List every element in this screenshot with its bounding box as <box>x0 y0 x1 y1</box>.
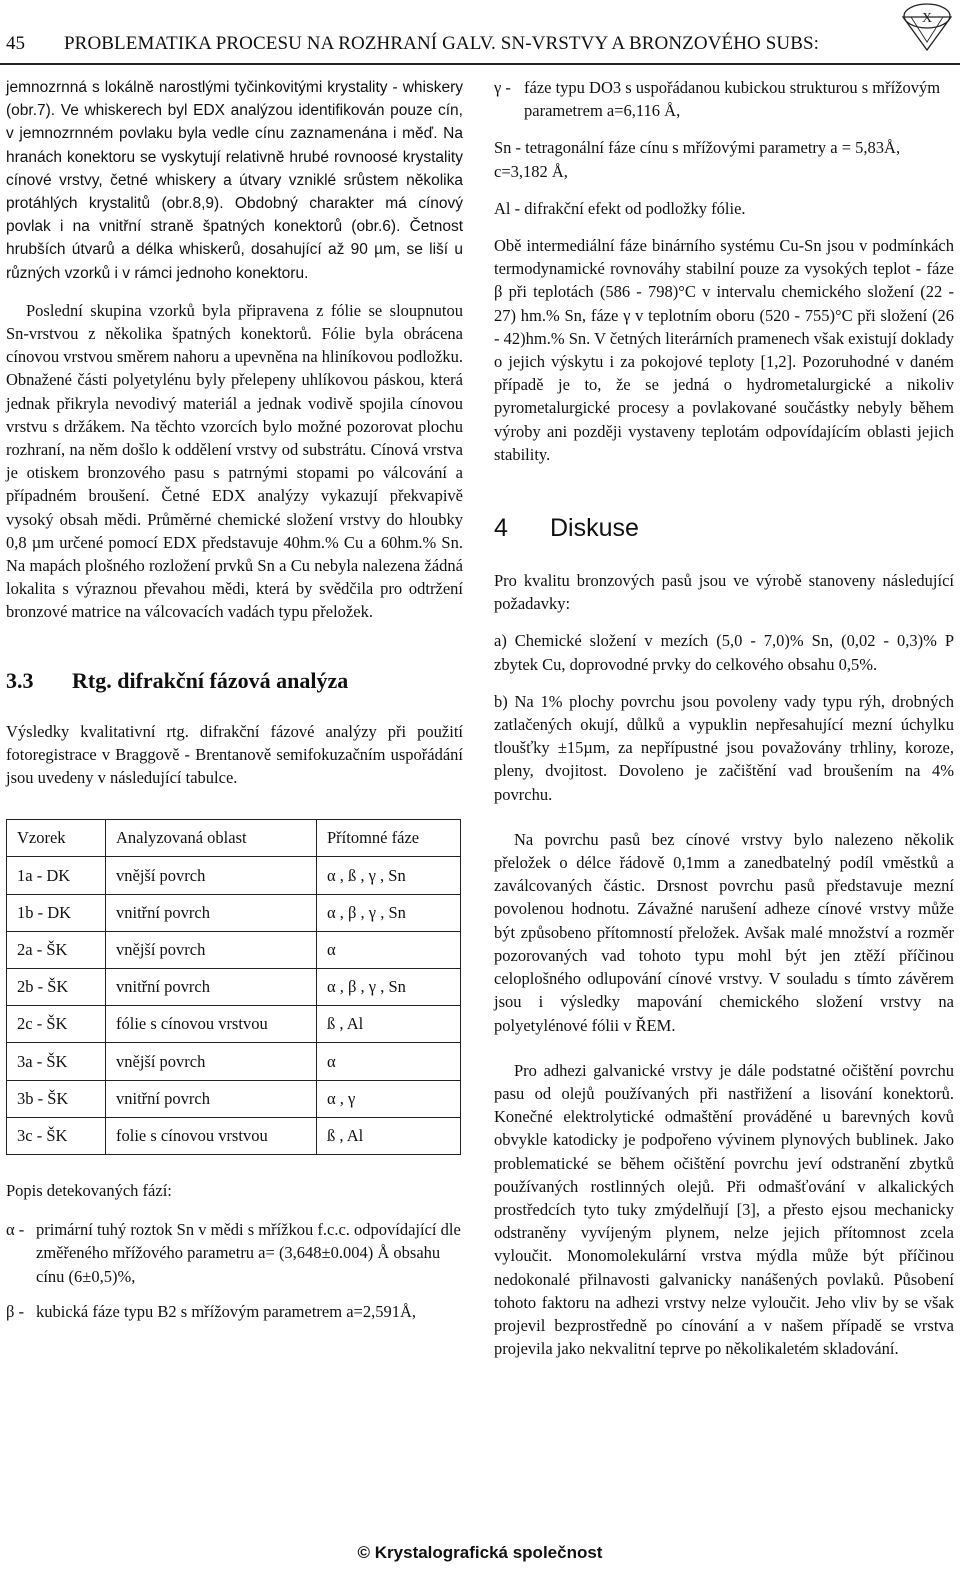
table-row <box>7 1080 461 1117</box>
table-cell: 1a - DK <box>7 857 106 894</box>
section-number: 4 <box>494 514 508 543</box>
table-cell: vnější povrch <box>106 931 317 968</box>
table-header: Analyzovaná oblast <box>106 820 317 857</box>
section-title: Diskuse <box>550 514 639 543</box>
requirement-a: a) Chemické složení v mezích (5,0 - 7,0)% Sn, (0,02 - 0,3)% P zbytek Cu, doprovodné prvky do celkového obsahu 0,5%. <box>494 631 954 674</box>
paragraph-adhesion: Pro adhezi galvanické vrstvy je dále podstatné očištění povrchu pasu od olejů používaných při nastřižení a lisování konektorů. Konečné elektrolytické odmaštění prováděné u barevných kovů obvykle katodicky je podpořeno vývinem plynových bublinek. Jako problematické se během očištění povrchu jeví odstranění zbytků používaných rostlinných olejů. Při odmašťování v alkalických prostředcích tyto tuky zmýdelňují [3], a přesto ejsou mechanicky odstraněny vyvíjeným plynem, nelze jejich přítomnost zcela vyloučit. Monomolekulární vrstva mýdla může být příčinou nedokonalé přilnavosti galvanicky nanášených povlaků. Působení tohoto faktoru na adhezi vrstvy nelze vyloučit. Jeho vliv by se však projevil bezprostředně po cínování a v našem případě se vrstva projevila jako nekvalitní teprve po několikaletém skladování. <box>494 1060 954 1359</box>
phase-beta <box>6 1300 463 1323</box>
right-column <box>494 76 954 1360</box>
phase-al: Al - difrakční efekt od podložky fólie. <box>494 198 746 218</box>
table-cell: 2c - ŠK <box>7 1006 106 1043</box>
table-row <box>7 1117 461 1154</box>
requirement-b: b) Na 1% plochy povrchu jsou povoleny vady typu rýh, drobných zatlačených okují, důlků a vypuklin nepřesahující mezní úchylku tloušťky ±15µm, za nepřípustné jsou považovány trhliny, koroze, pleny, dvojitost. Dovoleno je začištění vad broušením na 4% povrchu. <box>494 691 954 804</box>
table-cell: ß , Al <box>317 1117 461 1154</box>
table-cell: vnitřní povrch <box>106 894 317 931</box>
paragraph-last-group: Poslední skupina vzorků byla připravena z fólie se sloupnutou Sn-vrstvou z několika špatných konektorů. Fólie byla obrácena cínovou vrstvou směrem nahoru a upevněna na hliníkovou podložku. Obnažené části polyetylénu byly přelepeny uhlíkovou páskou, která jednak přikryla nevodivý materiál a jednak vodivě spojila cínovou vrstvu s držákem. Na těchto vzorcích bylo možné pozorovat plochu rozhraní, na něm došlo k oddělení vrstvy od substrátu. Cínová vrstva je otiskem bronzového pasu s patrnými stopami po válcování a případném broušení. Četné EDX analýzy vykazují překvapivě vysoký obsah mědi. Průměrné chemické složení vrstvy do hloubky 0,8 µm určené pomocí EDX představuje 40hm.% Cu a 60hm.% Sn. Na mapách plošného rozložení prvků Sn a Cu nebyla nalezena žádná lokalita s výraznou převahou mědi, která by svědčila pro odtržení bronzové matrice na válcovacích vadách typu přeložek. <box>6 300 463 622</box>
section-heading-4 <box>494 514 954 543</box>
table-row <box>7 857 461 894</box>
table-cell: 3b - ŠK <box>7 1080 106 1117</box>
phase-description: primární tuhý roztok Sn v mědi s mřížkou f.c.c. odpovídající dle změřeného mřížového parametru a= (3,648±0.004) Å obsahu cínu (6±0,5)%, <box>36 1220 461 1286</box>
paragraph-rtg-results: Výsledky kvalitativní rtg. difrakční fázové analýzy při použití fotoregistrace v Braggově - Brentanově semifokuzačním uspořádání jsou uvedeny v následující tabulce. <box>6 721 463 788</box>
left-column <box>6 76 463 1323</box>
phase-description: kubická fáze typu B2 s mřížovým parametrem a=2,591Å, <box>36 1301 416 1321</box>
phase-table <box>6 819 461 1155</box>
table-cell: vnitřní povrch <box>106 969 317 1006</box>
table-cell: vnější povrch <box>106 857 317 894</box>
phase-symbol: β - <box>6 1301 25 1321</box>
phase-symbol: α - <box>6 1220 25 1240</box>
header-rule <box>0 63 960 65</box>
paragraph-intermediate-phases: Obě intermediální fáze binárního systému Cu-Sn jsou v podmínkách termodynamické rovnováhy stabilní pouze za vysokých teplot - fáze β při teplotách (586 - 798)°C v intervalu chemického složení (22 - 27) hm.% Sn, fáze γ v teplotním oboru (520 - 755)°C při složení (26 - 42)hm.% Sn. V četných literárních pramenech však existují doklady o jejich výskytu i za pokojové teploty [1,2]. Pozoruhodné v daném případě je to, že se jedná o hydrometalurgické a nikoliv pyrometalurgické procesy a povlakované součástky nebyly během výroby ani později vystaveny teplotám odpovídajícím oblasti jejich stability. <box>494 236 954 464</box>
table-row <box>7 931 461 968</box>
table-cell: fólie s cínovou vrstvou <box>106 1006 317 1043</box>
table-row <box>7 969 461 1006</box>
table-cell: α <box>317 931 461 968</box>
phase-description: fáze typu DO3 s uspořádanou kubickou strukturou s mřížovým parametrem a=6,116 Å, <box>524 78 941 121</box>
section-number: 3.3 <box>6 667 34 693</box>
table-cell: 1b - DK <box>7 894 106 931</box>
phase-alpha <box>6 1218 463 1288</box>
section-title: Rtg. difrakční fázová analýza <box>72 667 349 693</box>
table-cell: α , β , γ , Sn <box>317 969 461 1006</box>
table-cell: 3c - ŠK <box>7 1117 106 1154</box>
table-header: Vzorek <box>7 820 106 857</box>
paragraph-whiskers: jemnozrnná s lokálně narostlými tyčinkovitými krystality - whiskery (obr.7). Ve whiskerech byl EDX analýzou identifikován pouze cín, v jemnozrnném povlaku byla vedle cínu zaznamenána i měď. Na hranách konektoru se vyskytují relativně hrubé rovnoosé krystality cínové vrstvy, četné whiskery a útvary vzniklé srůstem několika protáhlých krystalitů (obr.8,9). Obdobný charakter má cínový povlak i na vnitřní straně špatných konektorů (obr.6). Četnost hrubších útvarů a délka whiskerů, dosahující až 90 µm, se liší u různých vzorků i v rámci jednoho konektoru. <box>6 79 463 282</box>
footer-copyright: © Krystalografická společnost <box>357 1543 603 1562</box>
table-cell: 2b - ŠK <box>7 969 106 1006</box>
table-cell: 3a - ŠK <box>7 1043 106 1080</box>
table-row <box>7 894 461 931</box>
section-heading-3-3 <box>6 668 463 694</box>
phases-title: Popis detekovaných fází: <box>6 1180 172 1200</box>
paragraph-surface: Na povrchu pasů bez cínové vrstvy bylo nalezeno několik přeložek o délce řádově 0,1mm a zanedbatelný podíl vměstků a zaválcovaných částic. Drsnost povrchu pasů představuje mezní povolenou hodnotu. Závažné narušení adheze cínové vrstvy může být způsobeno přítomností přeložek. Avšak malé množství a rozměr pozorovaných vad tohoto typu mohl být jen ztěží příčinou celoplošného odlupování cínové vrstvy. V souladu s tímto závěrem jsou i výsledky mapování chemického složení vrstvy na polyetylénové fólii v ŘEM. <box>494 829 954 1035</box>
phase-gamma <box>494 76 954 122</box>
table-cell: folie s cínovou vrstvou <box>106 1117 317 1154</box>
table-cell: vnitřní povrch <box>106 1080 317 1117</box>
crystal-society-logo-icon <box>897 2 957 52</box>
table-cell: ß , Al <box>317 1006 461 1043</box>
svg-text:X: X <box>922 11 933 26</box>
table-header: Přítomné fáze <box>317 820 461 857</box>
page-number: 45 <box>6 33 25 54</box>
table-row <box>7 1043 461 1080</box>
phase-symbol: γ - <box>494 78 511 97</box>
table-cell: α <box>317 1043 461 1080</box>
phase-sn: Sn - tetragonální fáze cínu s mřížovými parametry a = 5,83Å, c=3,182 Å, <box>494 138 901 181</box>
running-title: PROBLEMATIKA PROCESU NA ROZHRANÍ GALV. SN-VRSTVY A BRONZOVÉHO SUBS: <box>64 33 820 54</box>
table-cell: α , γ <box>317 1080 461 1117</box>
paragraph-requirements: Pro kvalitu bronzových pasů jsou ve výrobě stanoveny následující požadavky: <box>494 571 954 614</box>
table-cell: vnější povrch <box>106 1043 317 1080</box>
table-row <box>7 1006 461 1043</box>
table-cell: α , β , γ , Sn <box>317 894 461 931</box>
table-header-row <box>7 820 461 857</box>
table-cell: 2a - ŠK <box>7 931 106 968</box>
table-cell: α , ß , γ , Sn <box>317 857 461 894</box>
